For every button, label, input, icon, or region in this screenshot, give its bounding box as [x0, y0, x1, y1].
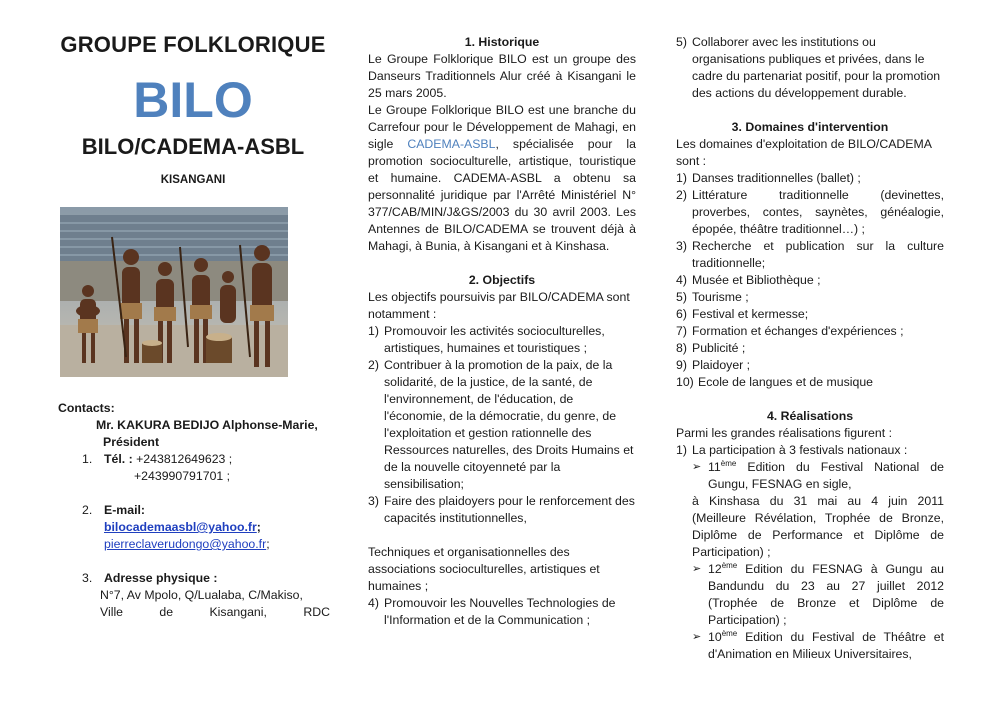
group-title: GROUPE FOLKLORIQUE [60, 32, 326, 57]
heading-historique: 1. Historique [464, 35, 540, 49]
list-item: 3) Faire des plaidoyers pour le renforcement des capacités institutionnelles, [368, 494, 635, 525]
contact-person: Mr. KAKURA BEDIJO Alphonse-Marie, [96, 418, 318, 432]
festival-item: ➢ 11ème Edition du Festival National de Gungu, FESNAG en sigle, [692, 458, 944, 491]
arrow-bullet-icon: ➢ [692, 631, 702, 643]
festival-item: ➢ 12ème Edition du FESNAG à Gungu au Bandundu du 23 au 27 juillet 2012 (Trophée de Bronze et Diplôme de Participation) ; [692, 560, 944, 627]
list-item: 3) Recherche et publication sur la culture traditionnelle; [676, 239, 944, 270]
dancers-photo [60, 207, 288, 377]
realisations-intro: Parmi les grandes réalisations figurent : [676, 426, 892, 440]
list-item: 4) Promouvoir les Nouvelles Technologies de l'Information et de la Communication ; [368, 596, 616, 627]
list-item: 2) Contribuer à la promotion de la paix, de la solidarité, de la justice, de la santé, de l'environnement, de l'éducation, de l'économie, de la démocratie, du genre, de l'exploitation et gestion rationnelle des Ressources naturelles, des Droits Humains et de la nouvelle citoyenneté par la sensibilisation; [368, 358, 634, 491]
organization-name: BILO/CADEMA-ASBL [81, 134, 305, 159]
brand-title: BILO [133, 72, 253, 128]
arrow-bullet-icon: ➢ [692, 563, 702, 575]
list-item-tel: 1. Tél. : +243812649623 ; [82, 452, 233, 466]
festival-item: ➢ 10ème Edition du Festival de Théâtre et d'Animation en Milieux Universitaires, [692, 628, 944, 661]
tel-label: Tél. : [104, 452, 133, 466]
objectifs-intro: Les objectifs poursuivis par BILO/CADEMA sont notamment : [368, 290, 630, 321]
heading-objectifs: 2. Objectifs [468, 273, 536, 287]
city-label: KISANGANI [160, 174, 226, 186]
list-item: 4) Musée et Bibliothèque ; [676, 273, 821, 287]
contacts-label: Contacts: [58, 401, 115, 415]
address-line-2: Ville de Kisangani, RDC [100, 605, 330, 619]
list-item: 5) Tourisme ; [676, 290, 749, 304]
heading-domaines: 3. Domaines d'intervention [731, 120, 889, 134]
heading-realisations: 4. Réalisations [766, 409, 854, 423]
email-label: E-mail: [104, 503, 145, 517]
list-item: 1) Promouvoir les activités socioculturelles, artistiques, humaines et touristiques ; [368, 324, 605, 355]
middle-column [368, 34, 636, 629]
historique-para-1: Le Groupe Folklorique BILO est un groupe des Danseurs Traditionnels Alur créé à Kisangani le 25 mars 2005. [368, 52, 636, 100]
list-item-address: 3. Adresse physique : [58, 570, 333, 587]
address-label: Adresse physique : [104, 571, 218, 585]
tel-1: +243812649623 ; [136, 452, 233, 466]
objectifs-continuation: Techniques et organisationnelles des associations socioculturelles, artistiques et humaines ; [368, 545, 600, 593]
tel-2: +243990791701 ; [134, 469, 231, 483]
email-link-1[interactable]: bilocademaasbl@yahoo.fr [104, 520, 257, 534]
list-item: 9) Plaidoyer ; [676, 358, 751, 372]
list-item: 10) Ecole de langues et de musique [676, 375, 874, 389]
arrow-bullet-icon: ➢ [692, 461, 702, 473]
contact-role: Président [103, 435, 160, 449]
address-line-1: N°7, Av Mpolo, Q/Lualaba, C/Makiso, [100, 588, 303, 602]
list-item: 8) Publicité ; [676, 341, 746, 355]
historique-para-2: Le Groupe Folklorique BILO est une branche du Carrefour pour le Développement de Mahagi, en sigle CADEMA-ASBL, spécialisée pour la promotion socioculturelle, artistique, touristique et humaine. CADEMA-ASBL a obtenu sa personnalité juridique par l'Arrêté Ministériel N° 377/CAB/MIN/J&GS/2003 du 30 avril 2003. Les Antennes de BILO/CADEMA se trouvent déjà à Mahagi, à Bunia, à Kisangani et à Kinshasa. [368, 103, 636, 253]
list-item: 2) Littérature traditionnelle (devinettes, proverbes, contes, saynètes, généalogie, épopée, théâtre traditionnel…) ; [676, 188, 944, 236]
contacts-section: Contacts: Mr. KAKURA BEDIJO Alphonse-Marie, Président 1. Tél. : +243812649623 ; +243990791701 ; 2. E-mail: bilocademaasbl@yahoo.fr; pierreclaverudongo@yahoo.fr; 3. Adresse physique : N°7, Av Mpolo, Q/Lualaba, C/Makiso, Ville de Kisangani, RDC [58, 400, 333, 621]
festival-item-continuation: à Kinshasa du 31 mai au 4 juin 2011 (Meilleure Révélation, Trophée de Bronze, Diplôme de Performance et Diplôme de Participation) ; [692, 494, 944, 559]
list-item: 1) Danses traditionnelles (ballet) ; [676, 171, 861, 185]
list-item: 7) Formation et échanges d'expériences ; [676, 324, 904, 338]
list-item: 6) Festival et kermesse; [676, 307, 809, 321]
email-link-2[interactable]: pierreclaverudongo@yahoo.fr [104, 537, 267, 551]
right-column [676, 34, 944, 663]
domaines-intro: Les domaines d'exploitation de BILO/CADEMA sont : [676, 137, 932, 168]
list-item-email: 2. E-mail: [58, 502, 333, 519]
list-item: 5) Collaborer avec les institutions ou organisations publiques et privées, dans le cadre du partenariat positif, pour la promotion des actions du développement durable. [676, 35, 941, 100]
list-item: 1) La participation à 3 festivals nationaux : [676, 443, 908, 457]
cadema-link: CADEMA-ASBL [407, 137, 496, 151]
